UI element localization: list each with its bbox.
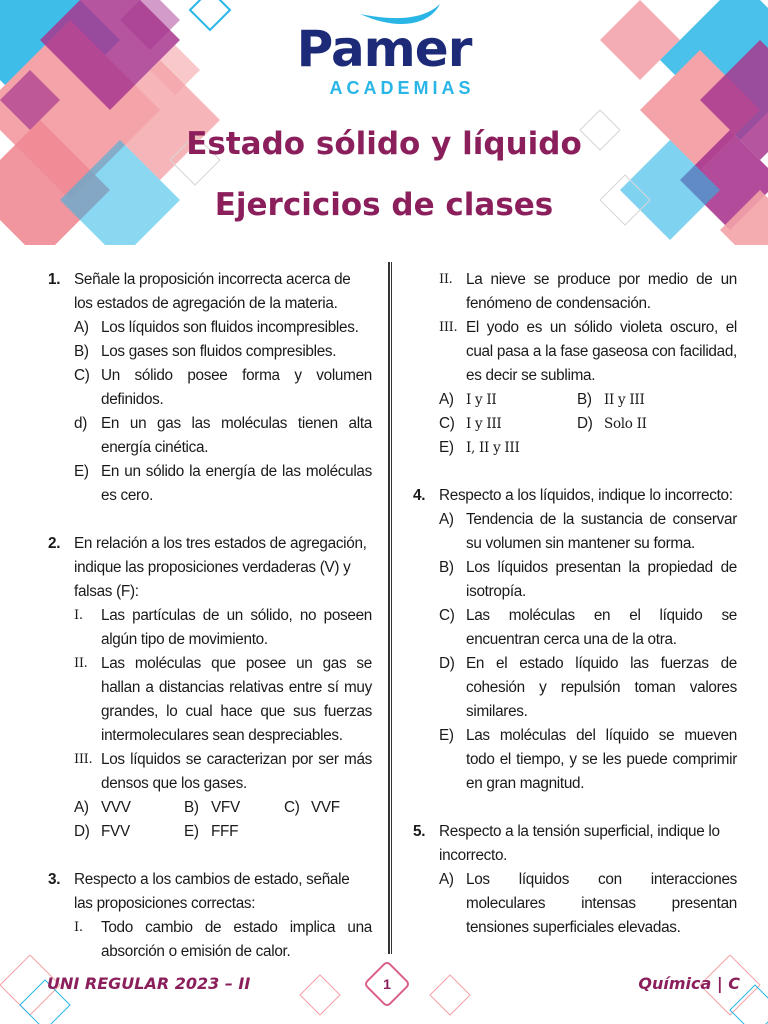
option-mark: B)	[577, 391, 592, 408]
question-3-continued	[413, 268, 737, 388]
option-mark: B)	[184, 799, 199, 816]
option-a	[74, 796, 184, 820]
option-b	[577, 388, 697, 412]
option-mark: E)	[439, 439, 454, 456]
proposition-iii	[413, 316, 737, 388]
option-text: I, II y III	[466, 440, 520, 456]
option-mark: E)	[184, 823, 199, 840]
proposition-text: El yodo es un sólido violeta oscuro, el cual pasa a la fase gaseosa con facilidad, es decir se sublima.	[466, 319, 737, 384]
option-text: II y III	[604, 392, 645, 408]
page-number: 1	[383, 976, 391, 992]
option-text: FFF	[211, 823, 239, 840]
option-d	[413, 652, 737, 724]
option-mark: C)	[439, 607, 455, 624]
course-label: UNI REGULAR 2023 – II	[47, 974, 251, 993]
question-number: 2.	[48, 535, 61, 552]
option-text: Un sólido posee forma y volumen definidos.	[101, 367, 372, 408]
option-mark: C)	[74, 367, 90, 384]
question-2	[48, 532, 372, 604]
option-text: Los líquidos presentan la propiedad de isotropía.	[466, 559, 737, 600]
question-number: 4.	[413, 487, 426, 504]
question-number: 3.	[48, 871, 61, 888]
option-d	[48, 412, 372, 460]
option-mark: d)	[74, 415, 88, 432]
proposition-text: Las moléculas que posee un gas se hallan a distancias relativas entre sí muy grandes, lo cual hace que sus fuerzas intermoleculares sean despreciables.	[101, 655, 372, 744]
option-a	[48, 316, 372, 340]
option-e	[48, 460, 372, 508]
option-mark: A)	[439, 511, 454, 528]
proposition-mark: I.	[74, 608, 83, 623]
option-b	[413, 556, 737, 604]
proposition-ii	[413, 268, 737, 316]
question-text: Respecto a los líquidos, indique lo incorrecto:	[439, 487, 733, 504]
logo-subtitle: ACADEMIAS	[329, 78, 475, 98]
option-mark: D)	[577, 415, 593, 432]
proposition-ii	[48, 652, 372, 748]
page-header	[0, 0, 768, 245]
question-5	[413, 820, 737, 868]
proposition-mark: I.	[74, 920, 83, 935]
logo-wordmark: Pamer	[296, 20, 472, 78]
option-e	[184, 820, 284, 844]
proposition-text: Todo cambio de estado implica una absorción o emisión de calor.	[101, 919, 372, 960]
option-mark: A)	[439, 871, 454, 888]
option-c	[439, 412, 577, 436]
option-text: I y III	[466, 416, 502, 432]
proposition-text: Los líquidos se caracterizan por ser más densos que los gases.	[101, 751, 372, 792]
option-mark: A)	[439, 391, 454, 408]
proposition-text: La nieve se produce por medio de un fenómeno de condensación.	[466, 271, 737, 312]
option-mark: C)	[284, 799, 300, 816]
option-a	[439, 388, 577, 412]
option-b	[184, 796, 284, 820]
option-c	[48, 364, 372, 412]
proposition-mark: III.	[74, 752, 93, 767]
question-3	[48, 868, 372, 916]
question-4	[413, 484, 737, 508]
option-b	[48, 340, 372, 364]
option-text: Los líquidos son fluidos incompresibles.	[101, 319, 359, 336]
question-number: 5.	[413, 823, 426, 840]
option-text: I y II	[466, 392, 497, 408]
option-mark: B)	[439, 559, 454, 576]
question-text: En relación a los tres estados de agregación, indique las proposiciones verdaderas (V) y falsas (F):	[74, 535, 367, 600]
page-title: Estado sólido y líquido	[186, 126, 582, 162]
question-text: Respecto a los cambios de estado, señale las proposiciones correctas:	[74, 871, 350, 912]
option-text: Los gases son fluidos compresibles.	[101, 343, 337, 360]
proposition-mark: II.	[74, 656, 88, 671]
left-column	[48, 268, 372, 964]
answer-options	[48, 796, 372, 844]
option-d	[577, 412, 697, 436]
proposition-i	[48, 604, 372, 652]
option-text: Las moléculas del líquido se mueven todo el tiempo, y se les puede comprimir en gran magnitud.	[466, 727, 737, 792]
question-number: 1.	[48, 271, 61, 288]
option-c	[284, 796, 384, 820]
subject-label: Química | C	[638, 974, 740, 993]
option-mark: B)	[74, 343, 89, 360]
proposition-iii	[48, 748, 372, 796]
option-text: Solo II	[604, 416, 647, 432]
option-d	[74, 820, 184, 844]
right-column	[413, 268, 737, 940]
proposition-mark: III.	[439, 320, 458, 335]
option-text: En un sólido la energía de las moléculas es cero.	[101, 463, 372, 504]
option-text: En un gas las moléculas tienen alta energía cinética.	[101, 415, 372, 456]
question-text: Respecto a la tensión superficial, indique lo incorrecto.	[439, 823, 720, 864]
option-text: VFV	[211, 799, 240, 816]
column-divider	[388, 262, 392, 954]
option-mark: C)	[439, 415, 455, 432]
option-text: VVF	[311, 799, 340, 816]
proposition-text: Las partículas de un sólido, no poseen algún tipo de movimiento.	[101, 607, 372, 648]
option-mark: D)	[439, 655, 455, 672]
option-e	[413, 724, 737, 796]
option-e	[439, 436, 577, 460]
option-mark: A)	[74, 319, 89, 336]
option-mark: E)	[439, 727, 454, 744]
option-c	[413, 604, 737, 652]
question-text: Señale la proposición incorrecta acerca de los estados de agregación de la materia.	[74, 271, 351, 312]
proposition-mark: II.	[439, 272, 453, 287]
option-text: En el estado líquido las fuerzas de cohesión y repulsión toman valores similares.	[466, 655, 737, 720]
page-subtitle: Ejercicios de clases	[214, 187, 554, 223]
option-text: FVV	[101, 823, 130, 840]
option-a	[413, 508, 737, 556]
option-text: VVV	[101, 799, 131, 816]
page-footer	[0, 955, 768, 1024]
option-mark: A)	[74, 799, 89, 816]
option-a	[413, 868, 737, 940]
option-text: Los líquidos con interacciones moleculares intensas presentan tensiones superficiales elevadas.	[466, 871, 737, 936]
option-mark: D)	[74, 823, 90, 840]
option-mark: E)	[74, 463, 89, 480]
question-1	[48, 268, 372, 316]
answer-options	[413, 388, 737, 460]
option-text: Tendencia de la sustancia de conservar su volumen sin mantener su forma.	[466, 511, 737, 552]
option-text: Las moléculas en el líquido se encuentran cerca una de la otra.	[466, 607, 737, 648]
